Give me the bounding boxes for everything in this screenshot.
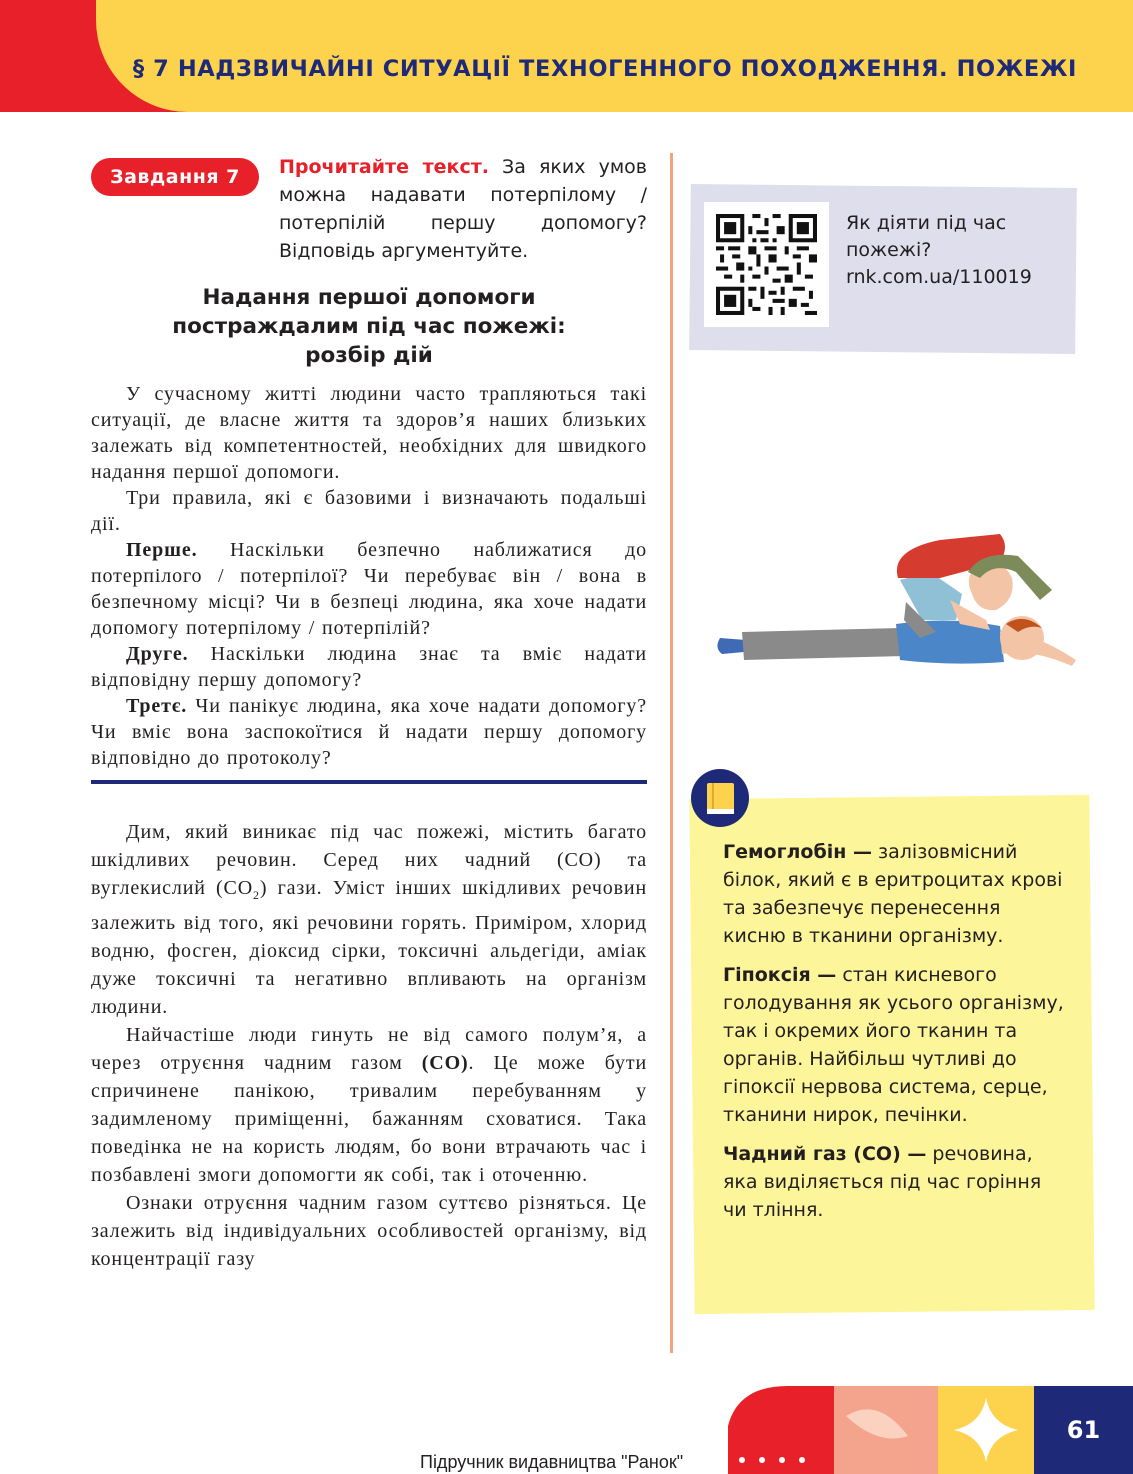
rule-label: Третє. (126, 695, 188, 717)
qr-caption-line: пожежі? (846, 239, 932, 261)
article-title-line: розбір дій (305, 343, 433, 368)
page-title: § 7 НАДЗВИЧАЙНІ СИТУАЦІЇ ТЕХНОГЕННОГО ПОХОДЖЕННЯ. ПОЖЕЖІ (132, 56, 1077, 82)
article-paragraph: У сучасному житті людини часто трапляються такі ситуації, де власне життя та здоров’я наших близьких залежать від компетентностей, необхідних для швидкого надання першої допомоги. (91, 383, 647, 483)
body-text: . Це може бути спричинене панікою, тривалим перебуванням у задимленому приміщенні, бажанням сховатися. Така поведінка не на користь людям, бо вони втрачають час і позбавлені змоги допомогти як собі, так і оточенню. (91, 1052, 648, 1186)
article-paragraph: Три правила, які є базовими і визначають подальші дії. (91, 487, 647, 535)
body-text: Найчастіше люди гинуть не від самого полум’я, а через отруєння чадним газом (91, 1024, 647, 1074)
section-divider (91, 780, 647, 784)
task-badge: Завдання 7 (91, 158, 259, 196)
task-question: За яких умов можна надавати потерпілому / потерпілій першу допомогу? Відповідь аргументуйте. (279, 156, 648, 262)
article-title-line: постраждалим під час пожежі: (172, 314, 566, 339)
glossary-term: Чадний газ (CO) — (723, 1143, 927, 1165)
task-lead: Прочитайте текст. (279, 156, 489, 178)
article-title (91, 283, 647, 370)
article-body (91, 381, 647, 771)
glossary-definition: стан кисневого голодування як усього організму, так і окремих його тканин та органів. Найбільш чутливі до гіпоксії нервова система, серце, тканини нирок, печінки. (723, 964, 1064, 1126)
article-paragraph (91, 641, 647, 693)
qr-caption (846, 210, 1056, 291)
first-aid-illustration (700, 520, 1080, 680)
body-paragraph (91, 1021, 647, 1189)
rule-label: Друге. (126, 643, 189, 665)
glossary-text (723, 838, 1068, 1235)
body-paragraph: Ознаки отруєння чадним газом суттєво різняться. Це залежить від індивідуальних особливостей організму, від концентрації газу (91, 1192, 647, 1270)
article-paragraph (91, 537, 647, 641)
main-body (91, 818, 647, 1273)
glossary-entry (723, 961, 1068, 1129)
rule-text: Наскільки людина знає та вміє надати відповідну першу допомогу? (91, 643, 647, 691)
glossary-definition: речовина, яка виділяється під час горіння чи тління. (723, 1143, 1042, 1221)
task-text (279, 153, 647, 265)
body-bold: (CO) (421, 1052, 469, 1074)
book-icon (691, 769, 749, 827)
publisher-note: Підручник видавництва "Ранок" (420, 1452, 684, 1472)
glossary-definition: залізовмісний білок, який є в еритроцитах крові та забезпечує перенесення кисню в тканини організму. (723, 841, 1063, 947)
book-icon-glyph (691, 769, 749, 827)
article-title-line: Надання першої допомоги (202, 285, 536, 310)
glossary-entry (723, 1140, 1068, 1224)
glossary-term: Гемоглобін — (723, 841, 872, 863)
rule-label: Перше. (126, 539, 198, 561)
body-paragraph (91, 818, 647, 1021)
rule-text: Чи панікує людина, яка хоче надати допомогу? Чи вміє вона заспокоїтися й надати першу допомогу відповідно до протоколу? (91, 695, 647, 769)
glossary-entry (723, 838, 1068, 950)
page-number: 61 (1034, 1386, 1133, 1474)
qr-caption-line: Як діяти під час (846, 212, 1007, 234)
body-text: Дим, який виникає під час пожежі, містить багато шкідливих речовин. Серед них чадний (CO) та вуглекислий (CO (91, 821, 647, 899)
body-text: ) гази. Уміст інших шкідливих речовин залежить від того, які речовини горять. Приміром, хлорид водню, фосген, діоксид сірки, токсичні альдегіди, аміак дуже токсичні та негативно впливають на організм людини. (91, 877, 647, 1018)
footer-decoration (728, 1386, 1034, 1474)
article-paragraph (91, 693, 647, 771)
qr-link[interactable]: rnk.com.ua/110019 (846, 266, 1032, 288)
qr-code-icon[interactable] (716, 214, 817, 315)
rule-text: Наскільки безпечно наближатися до потерпілого / потерпілої? Чи перебуває він / вона в безпечному місці? Чи в безпеці людина, яка хоче надати допомогу потерпілому / потерпілій? (91, 539, 647, 639)
subscript: 2 (253, 888, 260, 902)
glossary-term: Гіпоксія — (723, 964, 837, 986)
column-divider (670, 153, 673, 1353)
